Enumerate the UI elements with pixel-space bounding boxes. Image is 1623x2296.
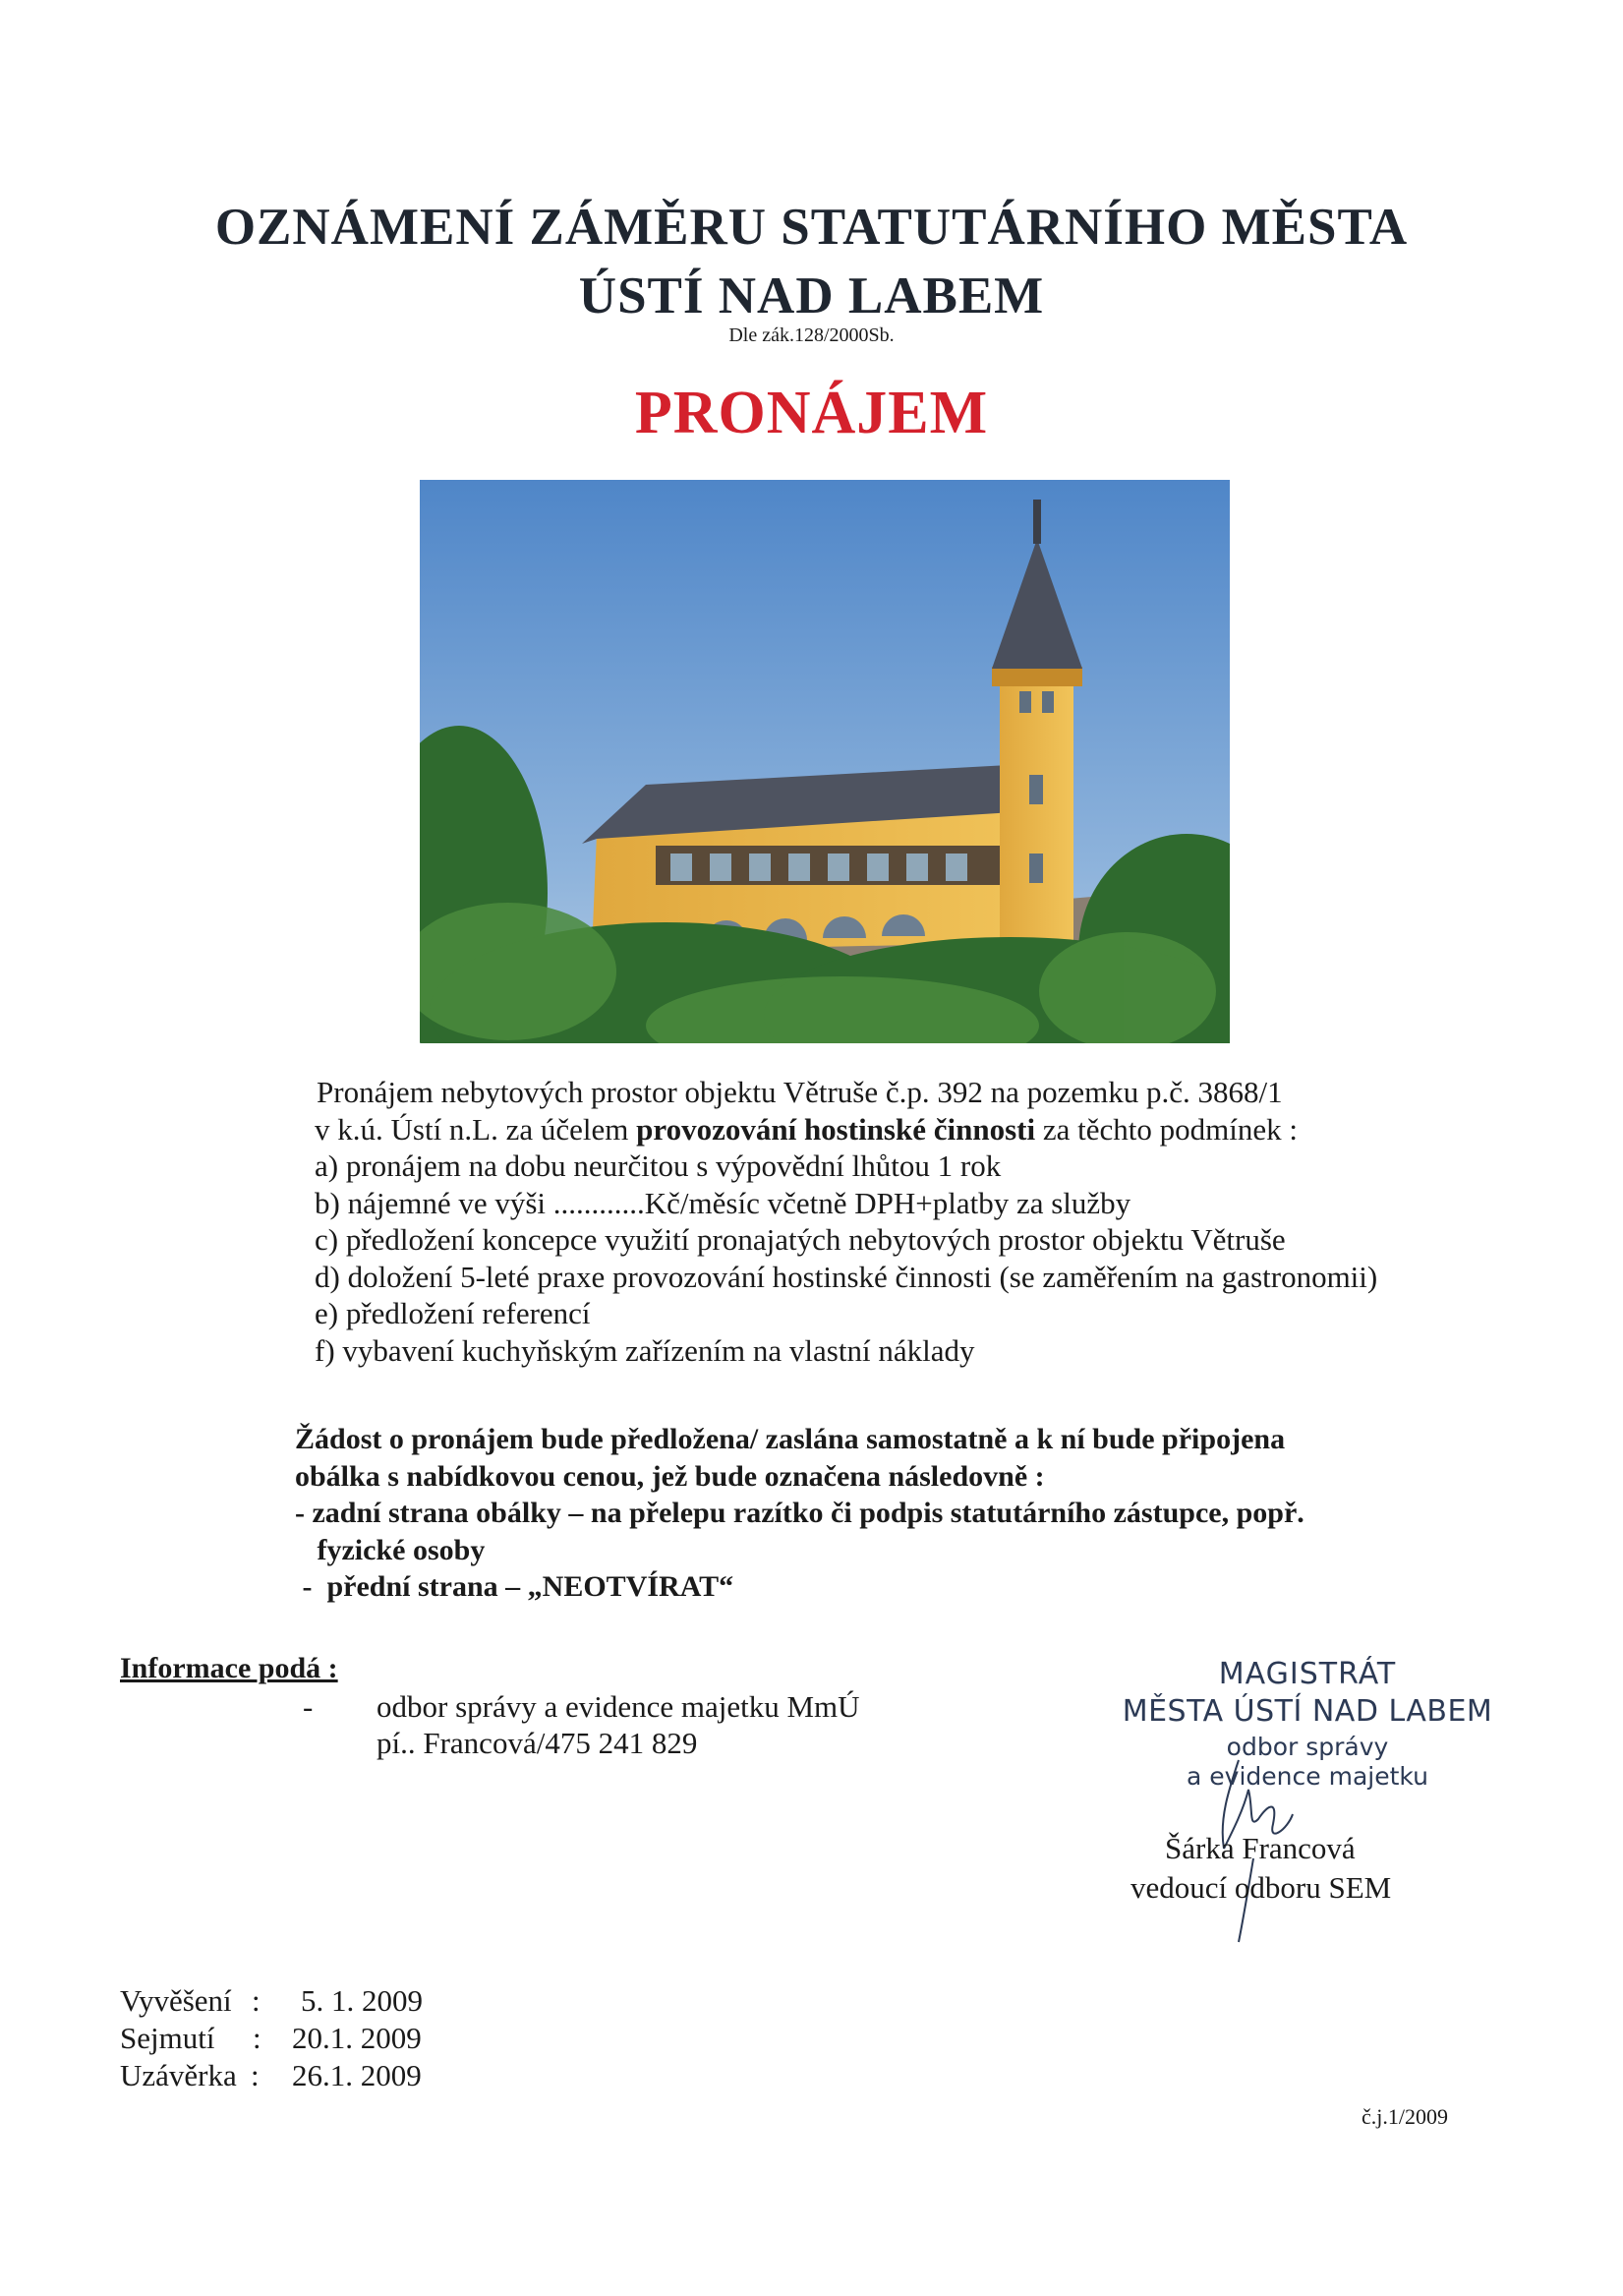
title-line-2: ÚSTÍ NAD LABEM	[578, 267, 1045, 324]
signer-block	[1130, 1829, 1391, 1908]
condition-item: d) doložení 5-leté praxe provozování hostinské činnosti (se zaměřením na gastronomii)	[315, 1259, 1378, 1294]
reference-number: č.j.1/2009	[1362, 2104, 1448, 2129]
heading-pronajem: PRONÁJEM	[634, 380, 989, 446]
condition-item: b) nájemné ve výši ............Kč/měsíc včetně DPH+platby za služby	[315, 1185, 1131, 1220]
signer-role: vedoucí odboru SEM	[1130, 1870, 1392, 1905]
request-line: obálka s nabídkovou cenou, jež bude označena následovně :	[295, 1459, 1045, 1493]
info-department: - odbor správy a evidence majetku MmÚ	[303, 1689, 860, 1724]
intro-line-2: v k.ú. Ústí n.L. za účelem provozování hostinské činnosti za těchto podmínek :	[315, 1111, 1298, 1147]
info-heading: Informace podá :	[120, 1652, 338, 1684]
request-line: fyzické osoby	[295, 1533, 486, 1566]
intro-line-1: Pronájem nebytových prostor objektu Větruše č.p. 392 na pozemku p.č. 3868/1	[317, 1075, 1283, 1109]
request-line: - přední strana – „NEOTVÍRAT“	[295, 1570, 734, 1603]
rental-description	[315, 1074, 1377, 1369]
title-line-1: OZNÁMENÍ ZÁMĚRU STATUTÁRNÍHO MĚSTA	[214, 199, 1409, 256]
vetruse-photo	[420, 480, 1230, 1043]
signer-name: Šárka Francová	[1165, 1831, 1356, 1865]
request-instructions	[295, 1421, 1304, 1606]
request-line: - zadní strana obálky – na přelepu razítko či podpis statutárního zástupce, popř.	[295, 1497, 1304, 1529]
condition-item: c) předložení koncepce využití pronajatých nebytových prostor objektu Větruše	[315, 1222, 1286, 1257]
info-contact: pí.. Francová/475 241 829	[377, 1726, 698, 1760]
law-reference: Dle zák.128/2000Sb.	[728, 324, 895, 346]
condition-item: e) předložení referencí	[315, 1296, 591, 1330]
condition-item: f) vybavení kuchyňským zařízením na vlastní náklady	[315, 1332, 975, 1368]
condition-item: a) pronájem na dobu neurčitou s výpovědní lhůtou 1 rok	[315, 1148, 1002, 1183]
request-line: Žádost o pronájem bude předložena/ zaslána samostatně a k ní bude připojena	[295, 1423, 1286, 1455]
office-stamp: MAGISTRÁT MĚSTA ÚSTÍ NAD LABEM odbor správy a evidence majetku	[1122, 1657, 1493, 1791]
